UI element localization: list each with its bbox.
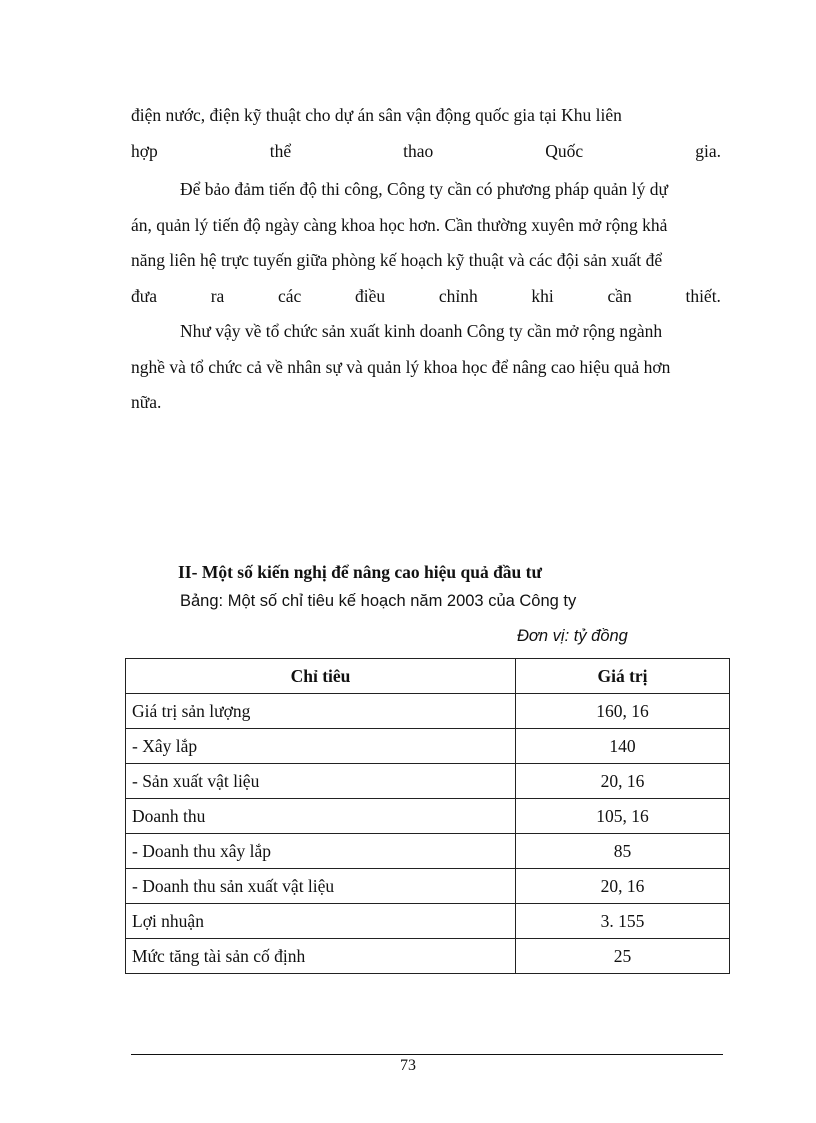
row-value: 20, 16 bbox=[516, 764, 730, 799]
paragraph-line: án, quản lý tiến độ ngày càng khoa học hơn. Cần thường xuyên mở rộng khả bbox=[131, 214, 668, 235]
paragraph-justified-line bbox=[131, 279, 721, 315]
header-value: Giá trị bbox=[516, 659, 730, 694]
indicator-table bbox=[125, 658, 730, 974]
row-label: - Xây lắp bbox=[126, 729, 516, 764]
paragraph-line: Như vậy về tổ chức sản xuất kinh doanh Công ty cần mở rộng ngành bbox=[180, 321, 663, 341]
row-value: 3. 155 bbox=[516, 904, 730, 939]
word: khi bbox=[531, 285, 554, 306]
row-value: 140 bbox=[516, 729, 730, 764]
paragraph-3 bbox=[131, 314, 721, 421]
word: cần bbox=[607, 285, 632, 306]
paragraph-line: nữa. bbox=[131, 392, 162, 412]
row-value: 85 bbox=[516, 834, 730, 869]
word: hợp bbox=[131, 140, 158, 161]
word: đưa bbox=[131, 285, 158, 306]
row-value: 25 bbox=[516, 939, 730, 974]
row-label: - Sản xuất vật liệu bbox=[126, 764, 516, 799]
table-row bbox=[126, 904, 730, 939]
row-label: Lợi nhuận bbox=[126, 904, 516, 939]
table-row bbox=[126, 869, 730, 904]
paragraph-line: điện nước, điện kỹ thuật cho dự án sân vận động quốc gia tại Khu liên bbox=[131, 105, 622, 125]
paragraph-1 bbox=[131, 98, 721, 169]
word: điều bbox=[355, 285, 386, 306]
paragraph-line: năng liên hệ trực tuyến giữa phòng kế hoạch kỹ thuật và các đội sản xuất để bbox=[131, 250, 663, 270]
table-caption: Bảng: Một số chỉ tiêu kế hoạch năm 2003 của Công ty bbox=[180, 592, 577, 610]
paragraph-line: Để bảo đảm tiến độ thi công, Công ty cần có phương pháp quản lý dự bbox=[180, 179, 668, 199]
word: thể bbox=[269, 140, 292, 161]
footer-divider bbox=[131, 1054, 723, 1055]
table-row bbox=[126, 764, 730, 799]
table-row bbox=[126, 694, 730, 729]
paragraph-justified-line bbox=[131, 134, 721, 170]
word: ra bbox=[210, 285, 225, 306]
row-value: 160, 16 bbox=[516, 694, 730, 729]
table-row bbox=[126, 799, 730, 834]
table-row bbox=[126, 729, 730, 764]
row-label: Giá trị sản lượng bbox=[126, 694, 516, 729]
table-header-row bbox=[126, 659, 730, 694]
table-row bbox=[126, 939, 730, 974]
table-unit-label: Đơn vị: tỷ đồng bbox=[517, 627, 628, 645]
word: thao bbox=[403, 140, 434, 161]
row-label: - Doanh thu sản xuất vật liệu bbox=[126, 869, 516, 904]
row-value: 105, 16 bbox=[516, 799, 730, 834]
word: gia. bbox=[695, 140, 721, 161]
word: chỉnh bbox=[438, 285, 478, 306]
row-label: Mức tăng tài sản cố định bbox=[126, 939, 516, 974]
row-label: Doanh thu bbox=[126, 799, 516, 834]
section-heading: II- Một số kiến nghị để nâng cao hiệu quả đầu tư bbox=[178, 562, 542, 582]
table-row bbox=[126, 834, 730, 869]
header-indicator: Chỉ tiêu bbox=[126, 659, 516, 694]
paragraph-2 bbox=[131, 172, 721, 314]
word: thiết. bbox=[685, 285, 721, 306]
word: các bbox=[278, 285, 302, 306]
paragraph-line: nghề và tổ chức cả về nhân sự và quản lý khoa học để nâng cao hiệu quả hơn bbox=[131, 356, 671, 377]
row-value: 20, 16 bbox=[516, 869, 730, 904]
page-number: 73 bbox=[400, 1057, 416, 1074]
word: Quốc bbox=[545, 140, 584, 161]
row-label: - Doanh thu xây lắp bbox=[126, 834, 516, 869]
